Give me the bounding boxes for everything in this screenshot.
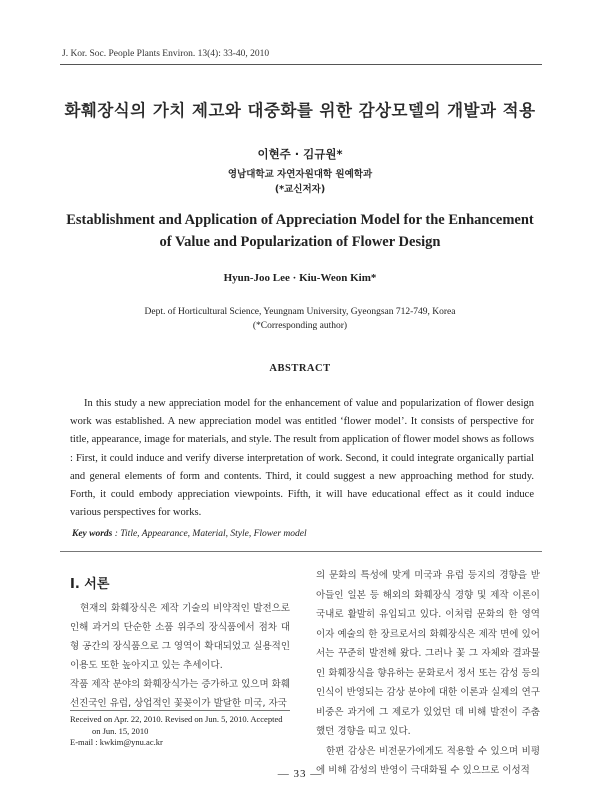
left-paragraph-2: 작품 제작 분야의 화훼장식가는 증가하고 있으며 화훼 선진국인 유럽, 상업적인 꽃꽂이가 발달한 미국, 자국	[70, 679, 291, 709]
header-rule	[60, 64, 542, 65]
english-corresponding-note: (*Corresponding author)	[252, 321, 348, 331]
footnote-accepted: on Jun. 15, 2010	[92, 725, 149, 736]
keywords-list: : Title, Appearance, Material, Style, Flower model	[112, 529, 307, 539]
korean-corresponding-note: (*교신저자)	[274, 184, 326, 195]
footnote-email: E-mail : kwkim@ynu.ac.kr	[70, 737, 163, 747]
korean-title: 화훼장식의 가치 제고와 대중화를 위한 감상모델의 개발과 적용	[64, 101, 536, 120]
footnote-rule	[70, 710, 290, 711]
section-divider	[60, 551, 542, 552]
left-column	[70, 599, 290, 713]
abstract-heading: ABSTRACT	[269, 363, 331, 374]
footnote-received: Received on Apr. 22, 2010. Revised on Jun. 5, 2010. Accepted	[70, 714, 283, 724]
english-affiliation: Dept. of Horticultural Science, Yeungnam University, Gyeongsan 712-749, Korea	[144, 307, 456, 317]
korean-authors: 이현주 · 김규원*	[257, 147, 343, 161]
section-heading-introduction: Ⅰ. 서론	[70, 577, 110, 592]
english-authors: Hyun-Joo Lee · Kiu-Weon Kim*	[223, 272, 377, 284]
abstract-text: In this study a new appreciation model for the enhancement of value and popularization of flower design work was established. A new appreciation model was entitled ‘flower model’. It consists of perspective for title, appearance, image for materials, and style. The result from application of flower model shows as follows : First, it could induce and verify diverse interpretation of work. Second, it could integrate organically partial and general elements of form and contents. Third, it could suggest a new approaching method for study. Forth, it could embody appreciation viewpoints. Fifth, it will have educational effect as it could induce various perspectives for works.	[70, 398, 534, 519]
keywords-label: Key words	[72, 529, 113, 539]
korean-affiliation: 영남대학교 자연자원대학 원예학과	[227, 169, 373, 180]
english-title: Establishment and Application of Appreciation Model for the Enhancement of Value and Popularization of Flower Design	[66, 212, 534, 250]
footnote	[70, 714, 294, 749]
keywords	[72, 529, 307, 539]
english-affiliation-block	[0, 305, 600, 333]
right-paragraph-2: 한편 감상은 비전문가에게도 적용할 수 있으며 비평에 비해 감성의 반영이 극대화될 수 있으므로 이성적	[316, 745, 540, 776]
left-paragraph-1: 현재의 화훼장식은 제작 기술의 비약적인 발전으로 인해 과거의 단순한 소품 위주의 장식품에서 점차 대형 공간의 장식품으로 그 영역이 확대되었고 실용적인 이용도 또한 높아지고 있는 추세이다.	[70, 603, 291, 671]
right-paragraph-1: 의 문화의 특성에 맞게 미국과 유럽 등지의 경향을 받아들인 일본 등 해외의 화훼장식 경향 및 제작 이론이 국내로 활발히 유입되고 있다. 이처럼 문화의 한 영역이자 예술의 한 장르로서의 화훼장식은 제작 면에 있어서는 꾸준히 발전해 왔다. 그러나 꽃 그 자체와 결과물인 화훼장식을 향유하는 문화로서 정서 또는 감성 등의 인식이 반영되는 감상 분야에 대한 이론과 실제의 연구 비중은 과거에 그 제로가 있었던 데 비해 발전이 주춤했던 경향을 띠고 있다.	[316, 570, 540, 737]
right-column	[316, 566, 540, 781]
journal-reference: J. Kor. Soc. People Plants Environ. 13(4): 33-40, 2010	[62, 49, 270, 59]
page-number: — 33 —	[277, 768, 323, 780]
